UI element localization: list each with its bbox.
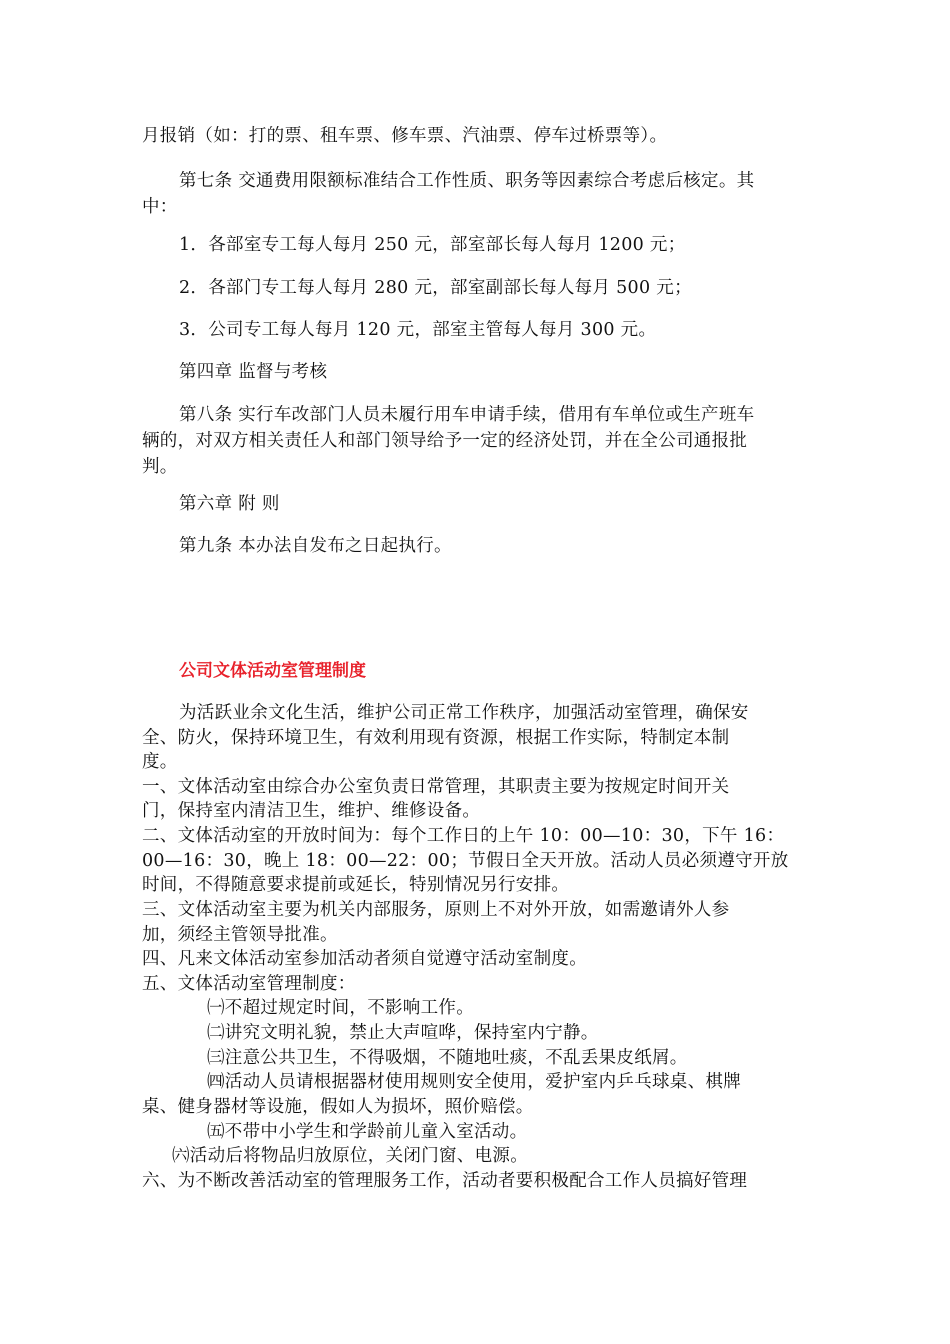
article-8-cont: 辆的，对双方相关责任人和部门领导给予一定的经济处罚，并在全公司通报批 [142, 431, 748, 451]
sub-rule-cont: 桌、健身器材等设施，假如人为损坏，照价赔偿。 [142, 1097, 534, 1117]
intro-paragraph-cont: 全、防火，保持环境卫生，有效利用现有资源，根据工作实际，特制定本制 [142, 728, 730, 748]
rule-1-cont: 门，保持室内清洁卫生，维护、维修设备。 [142, 801, 481, 821]
section-title: 公司文体活动室管理制度 [179, 661, 366, 681]
article-8-cont: 判。 [142, 457, 178, 477]
article-7-cont: 中： [142, 197, 178, 217]
intro-paragraph: 为活跃业余文化生活，维护公司正常工作秩序，加强活动室管理，确保安 [179, 703, 749, 723]
rule-4: 四、凡来文体活动室参加活动者须自觉遵守活动室制度。 [142, 949, 587, 969]
rule-3-cont: 加，须经主管领导批准。 [142, 925, 338, 945]
sub-rule: ㈤不带中小学生和学龄前儿童入室活动。 [207, 1122, 528, 1142]
sub-rule: ㈡讲究文明礼貌，禁止大声喧哗，保持室内宁静。 [207, 1023, 599, 1043]
article-9: 第九条 本办法自发布之日起执行。 [179, 536, 452, 556]
chapter-heading: 第四章 监督与考核 [179, 362, 328, 382]
sub-rule: ㈣活动人员请根据器材使用规则安全使用，爱护室内乒乓球桌、棋牌 [207, 1072, 741, 1092]
sub-rule: ㈢注意公共卫生，不得吸烟，不随地吐痰，不乱丢果皮纸屑。 [207, 1048, 688, 1068]
paragraph-line: 月报销（如：打的票、租车票、修车票、汽油票、停车过桥票等）。 [142, 126, 668, 146]
rule-3: 三、文体活动室主要为机关内部服务，原则上不对外开放，如需邀请外人参 [142, 900, 730, 920]
sub-rule: ㈠不超过规定时间，不影响工作。 [207, 998, 474, 1018]
chapter-heading: 第六章 附 则 [179, 494, 280, 514]
rule-6: 六、为不断改善活动室的管理服务工作，活动者要积极配合工作人员搞好管理 [142, 1171, 748, 1191]
rule-1: 一、文体活动室由综合办公室负责日常管理，其职责主要为按规定时间开关 [142, 777, 730, 797]
rule-2-cont: 00—16：30，晚上 18：00—22：00；节假日全天开放。活动人员必须遵守开放 [142, 851, 789, 871]
intro-paragraph-cont: 度。 [142, 752, 178, 772]
list-item: 3．公司专工每人每月 120 元，部室主管每人每月 300 元。 [179, 320, 657, 340]
list-item: 2．各部门专工每人每月 280 元，部室副部长每人每月 500 元； [179, 278, 692, 298]
rule-5: 五、文体活动室管理制度： [142, 974, 356, 994]
article-7: 第七条 交通费用限额标准结合工作性质、职务等因素综合考虑后核定。其 [179, 171, 755, 191]
article-8: 第八条 实行车改部门人员未履行用车申请手续，借用有车单位或生产班车 [179, 405, 755, 425]
rule-2-cont: 时间，不得随意要求提前或延长，特别情况另行安排。 [142, 875, 570, 895]
sub-rule: ㈥活动后将物品归放原位，关闭门窗、电源。 [172, 1146, 528, 1166]
rule-2: 二、文体活动室的开放时间为：每个工作日的上午 10：00—10：30，下午 16： [142, 826, 785, 846]
list-item: 1．各部室专工每人每月 250 元，部室部长每人每月 1200 元； [179, 235, 686, 255]
